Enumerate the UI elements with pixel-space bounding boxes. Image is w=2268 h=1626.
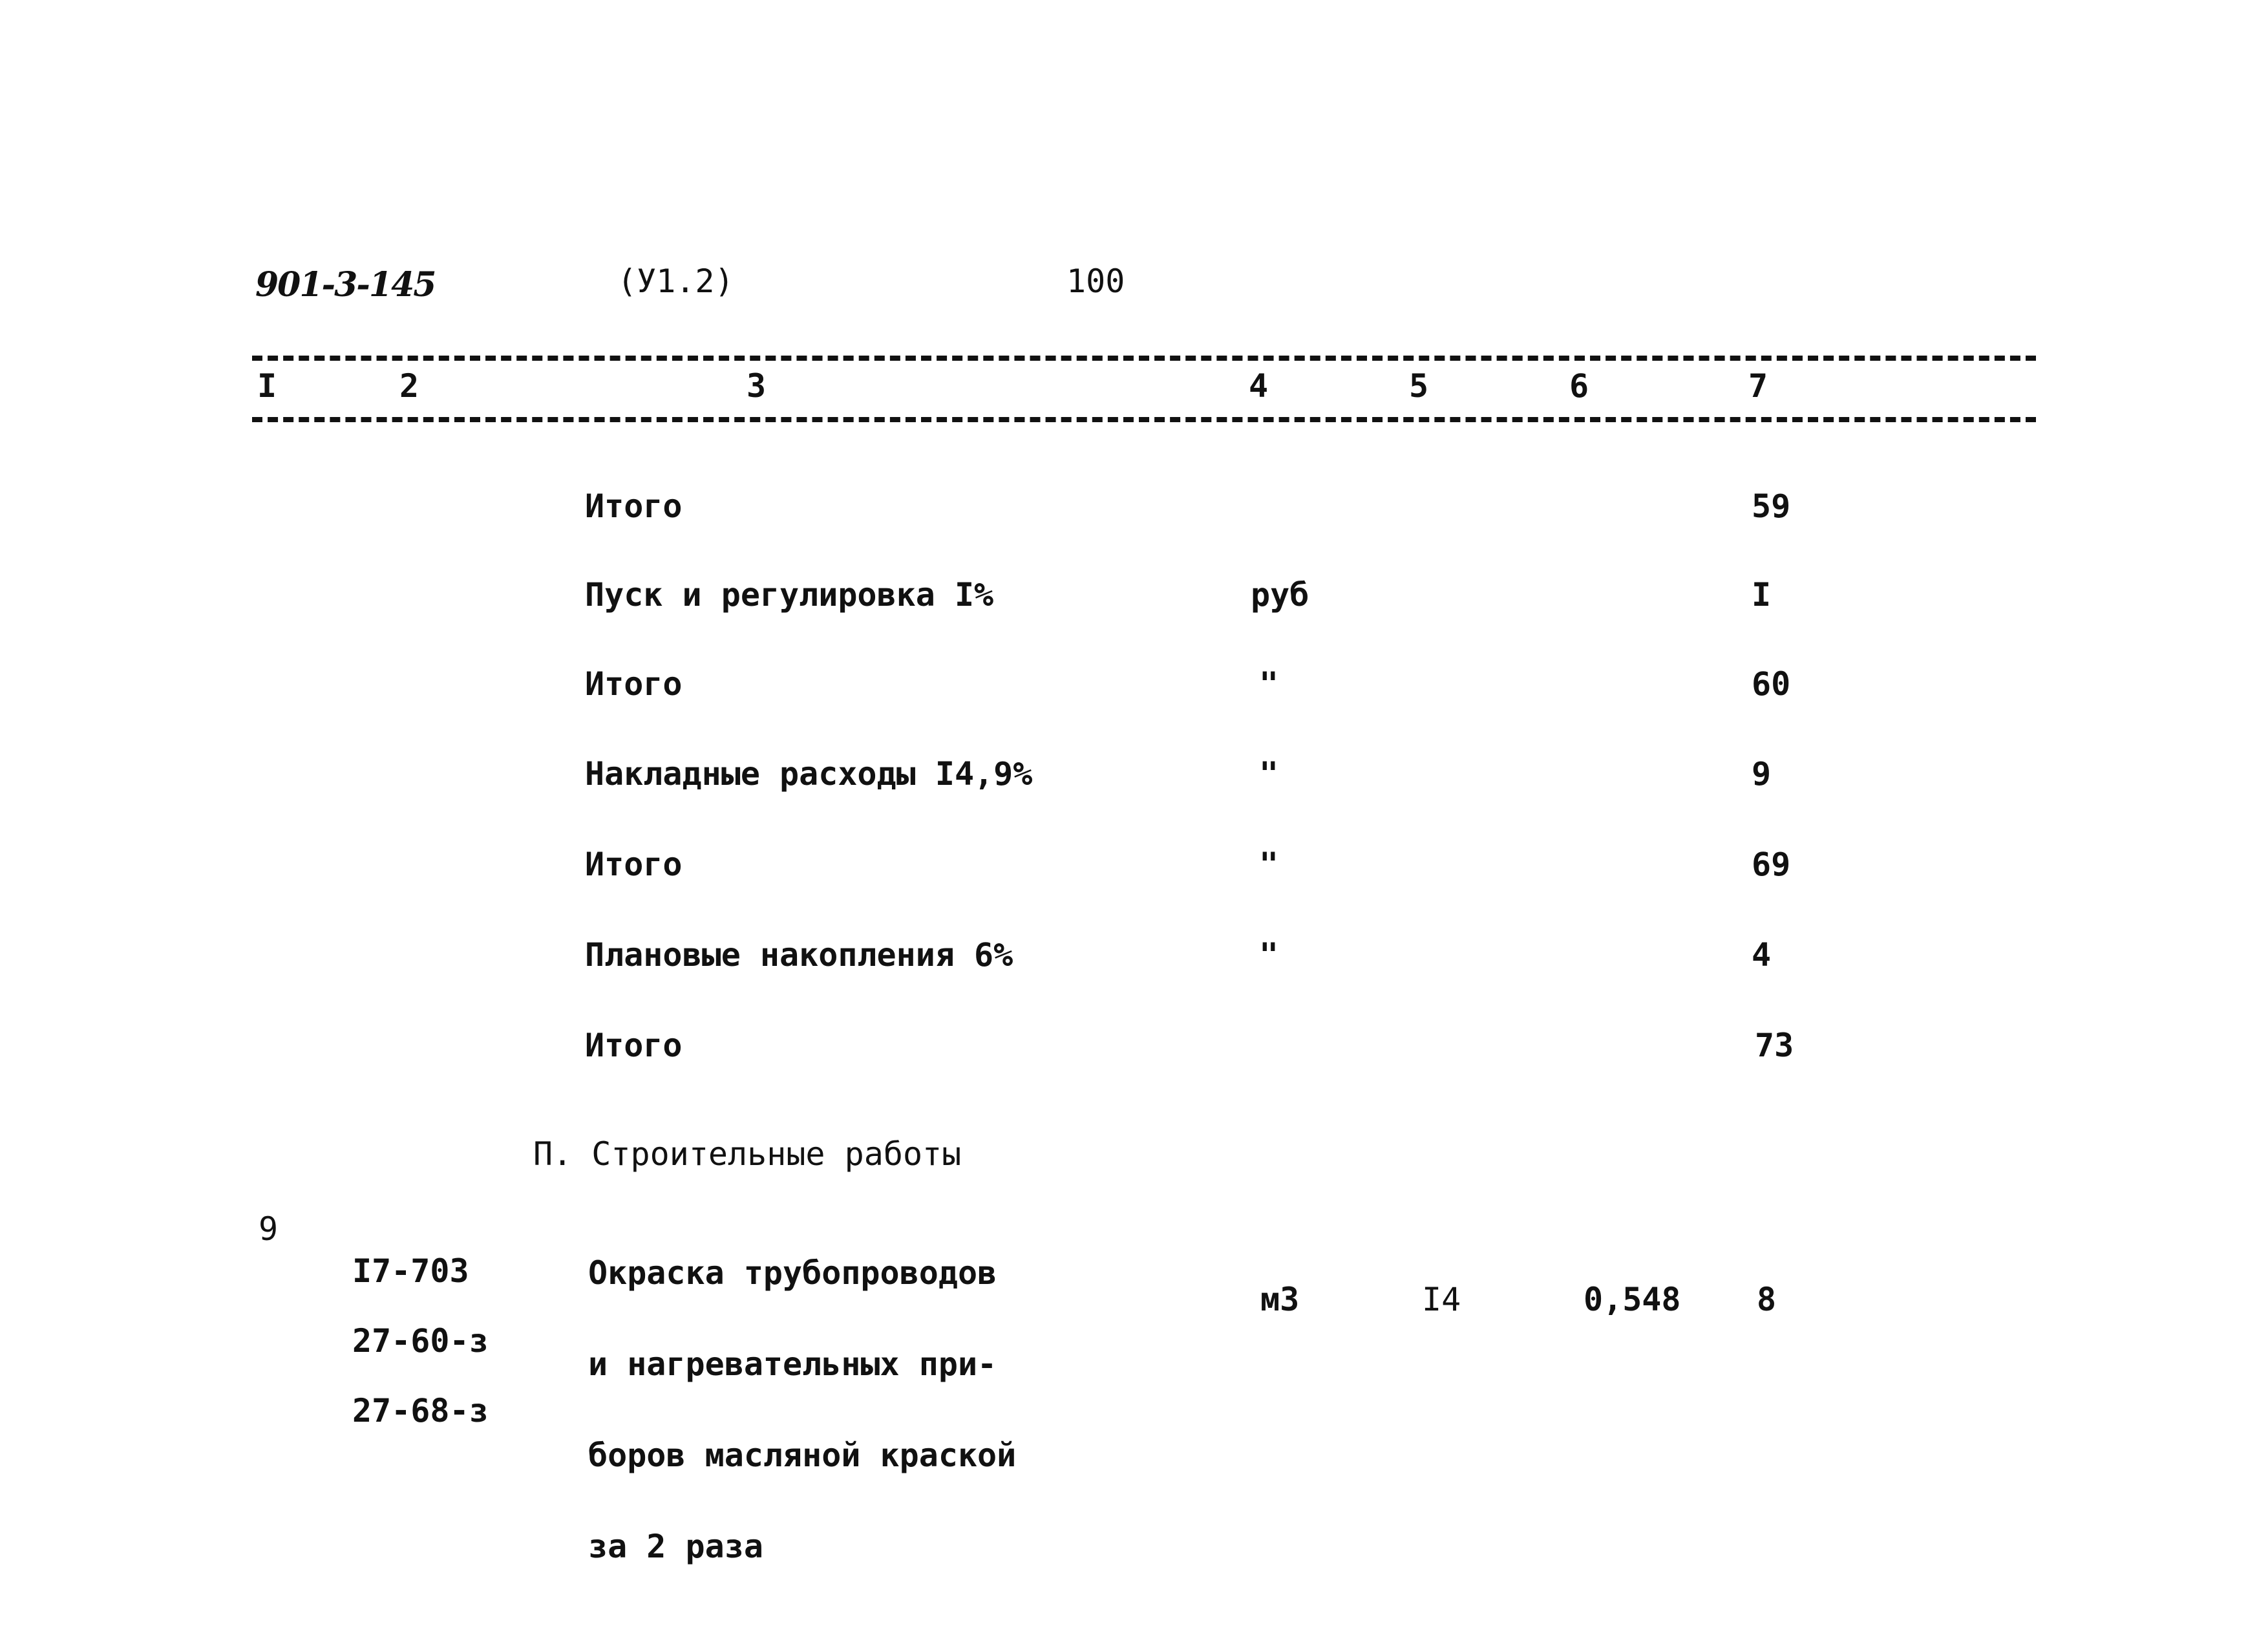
- section-reference: (У1.2): [617, 262, 734, 300]
- column-number-2: 2: [399, 367, 419, 405]
- row-unit: ": [1259, 936, 1279, 974]
- row-total: 4: [1752, 936, 1772, 974]
- row-unit: ": [1259, 665, 1279, 703]
- item-codes: [352, 1213, 489, 1469]
- table-top-rule: [252, 356, 2036, 361]
- row-label: Итого: [585, 487, 683, 525]
- column-number-3: 3: [747, 367, 767, 405]
- row-label: Пуск и регулировка I%: [585, 576, 994, 614]
- row-total: 73: [1755, 1027, 1794, 1064]
- column-number-1: I: [257, 367, 277, 405]
- row-total: I: [1752, 576, 1772, 614]
- row-label: Итого: [585, 665, 683, 703]
- item-unit: м3: [1260, 1281, 1300, 1318]
- row-unit: ": [1259, 755, 1279, 793]
- description-line: Окраска трубопроводов: [588, 1254, 997, 1292]
- row-total: 69: [1752, 846, 1791, 883]
- item-code: 27-60-з: [352, 1322, 489, 1360]
- row-total: 9: [1752, 755, 1772, 793]
- row-label: Итого: [585, 846, 683, 883]
- row-label: Итого: [585, 1027, 683, 1064]
- item-number: 9: [259, 1210, 279, 1248]
- row-total: 59: [1752, 487, 1791, 525]
- item-code: I7-703: [352, 1252, 469, 1290]
- column-number-7: 7: [1748, 367, 1768, 405]
- row-label: Плановые накопления 6%: [585, 936, 1013, 974]
- row-unit: руб: [1251, 576, 1309, 614]
- document-code: 901-3-145: [255, 265, 436, 305]
- item-quantity: I4: [1422, 1281, 1461, 1318]
- row-total: 60: [1752, 665, 1791, 703]
- row-unit: ": [1259, 846, 1279, 883]
- description-line: за 2 раза: [588, 1528, 763, 1565]
- description-line: и нагревательных при-: [588, 1345, 997, 1383]
- section-title: П. Строительные работы: [533, 1135, 962, 1173]
- item-price: 0,548: [1584, 1281, 1681, 1318]
- item-description: [588, 1197, 1016, 1623]
- item-code: 27-68-з: [352, 1392, 489, 1429]
- page-number: 100: [1066, 262, 1125, 300]
- row-label: Накладные расходы I4,9%: [585, 755, 1033, 793]
- column-number-6: 6: [1569, 367, 1589, 405]
- description-line: боров масляной краской: [588, 1437, 1017, 1474]
- column-number-5: 5: [1409, 367, 1429, 405]
- column-number-4: 4: [1249, 367, 1269, 405]
- table-header-rule: [252, 417, 2036, 422]
- item-total: 8: [1757, 1281, 1777, 1318]
